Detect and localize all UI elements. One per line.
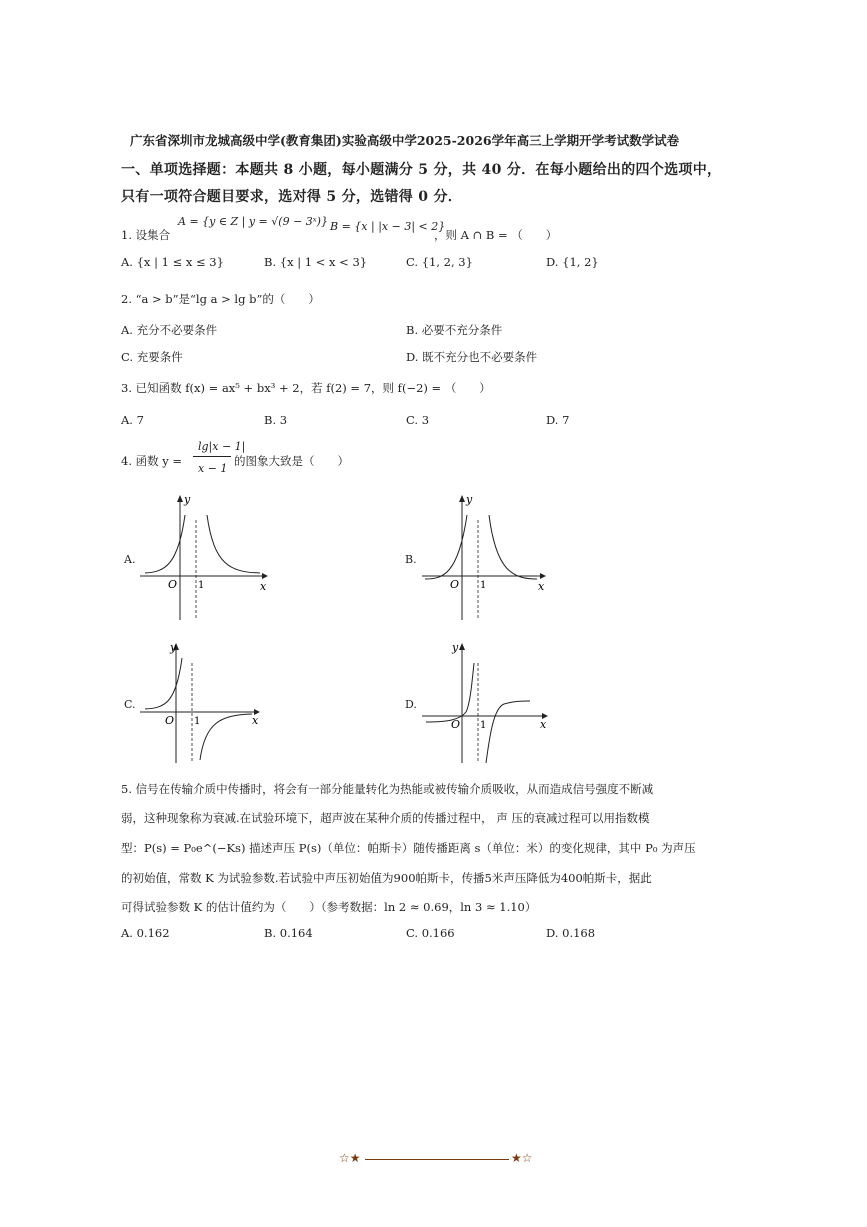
q3-option-c: C. 3 — [406, 413, 430, 427]
graph-c-origin: O — [165, 714, 175, 727]
q5-line5: 可得试验参数 K 的估计值约为（ ）（参考数据：ln 2 ≈ 0.69，ln 3 ≈ 1.10） — [121, 900, 537, 914]
q1-prefix: 1. 设集合 — [121, 228, 171, 242]
graph-a-label: A. — [124, 553, 136, 566]
page-title: 广东省深圳市龙城高级中学(教育集团)实验高级中学2025-2026学年高三上学期开学考试数学试卷 — [130, 133, 680, 148]
graph-a-x-label: x — [260, 580, 267, 593]
section-header-line1: 一、单项选择题：本题共 8 小题，每小题满分 5 分，共 40 分．在每小题给出的四个选项中， — [121, 162, 722, 178]
q5-option-d: D. 0.168 — [546, 926, 596, 940]
q2-option-a: A. 充分不必要条件 — [121, 323, 218, 337]
q1-option-a: A. {x | 1 ≤ x ≤ 3} — [121, 255, 224, 269]
graph-d-label: D. — [405, 698, 417, 711]
q5-line3: 型：P(s) = P₀e^(−Ks) 描述声压 P(s)（单位：帕斯卡）随传播距离 s（单位：米）的变化规律，其中 P₀ 为声压 — [121, 841, 696, 855]
graph-a — [140, 490, 275, 625]
q5-option-c: C. 0.166 — [406, 926, 455, 940]
graph-b-origin: O — [450, 578, 460, 591]
graph-d-tick-one: 1 — [480, 720, 487, 731]
q3-stem: 3. 已知函数 f(x) = ax⁵ + bx³ + 2，若 f(2) = 7，则 f(−2) = （ ） — [121, 381, 491, 395]
graph-c-x-label: x — [252, 714, 259, 727]
graph-b-tick-one: 1 — [480, 580, 487, 591]
q2-stem: 2. “a > b”是“lg a > lg b”的（ ） — [121, 292, 320, 306]
q5-line1: 5. 信号在传输介质中传播时，将会有一部分能量转化为热能或被传输介质吸收，从而造成信号强度不断减 — [121, 782, 654, 796]
q4-denominator: x − 1 — [198, 462, 228, 475]
graph-b-y-label: y — [466, 493, 473, 506]
footer-right-stars: ★☆ — [511, 1151, 533, 1165]
graph-a-origin: O — [168, 578, 178, 591]
graph-a-tick-one: 1 — [198, 580, 205, 591]
graph-d-x-label: x — [540, 718, 547, 731]
section-header-line2: 只有一项符合题目要求，选对得 5 分，选错得 0 分． — [121, 189, 463, 205]
q1-set-a: A = {y ∈ Z | y = √(9 − 3ˣ)} — [178, 215, 328, 228]
q1-option-c: C. {1, 2, 3} — [406, 255, 473, 269]
q5-option-a: A. 0.162 — [121, 926, 170, 940]
q1-option-b: B. {x | 1 < x < 3} — [264, 255, 368, 269]
q2-option-c: C. 充要条件 — [121, 350, 183, 364]
graph-a-y-label: y — [184, 493, 191, 506]
q4-numerator: lg|x − 1| — [198, 440, 246, 453]
q1-suffix: ，则 A ∩ B = （ ） — [434, 228, 558, 242]
q5-line2: 弱，这种现象称为衰减.在试验环境下，超声波在某种介质的传播过程中， 声 压的衰减过程可以用指数模 — [121, 811, 650, 825]
q3-option-d: D. 7 — [546, 413, 570, 427]
q5-option-b: B. 0.164 — [264, 926, 313, 940]
footer-ornament — [339, 1151, 534, 1169]
graph-c-tick-one: 1 — [194, 716, 201, 727]
graph-c-y-label: y — [170, 641, 177, 654]
graph-c-label: C. — [124, 698, 136, 711]
graph-d-origin: O — [451, 718, 461, 731]
q4-prefix: 4. 函数 y = — [121, 454, 183, 468]
q1-set-b: B = {x | |x − 3| < 2} — [330, 220, 446, 233]
footer-left-stars: ☆★ — [339, 1151, 361, 1165]
graph-b — [422, 490, 557, 625]
q3-option-b: B. 3 — [264, 413, 288, 427]
graph-b-x-label: x — [538, 580, 545, 593]
q2-option-d: D. 既不充分也不必要条件 — [406, 350, 538, 364]
q3-option-a: A. 7 — [121, 413, 144, 427]
footer-rule — [365, 1159, 509, 1160]
graph-d — [422, 638, 557, 768]
q5-line4: 的初始值，常数 K 为试验参数.若试验中声压初始值为900帕斯卡，传播5米声压降低为400帕斯卡，据此 — [121, 871, 652, 885]
graph-c — [140, 638, 270, 768]
q1-option-d: D. {1, 2} — [546, 255, 599, 269]
q4-suffix: 的图象大致是（ ） — [234, 454, 349, 468]
q2-option-b: B. 必要不充分条件 — [406, 323, 503, 337]
graph-b-label: B. — [405, 553, 417, 566]
graph-d-y-label: y — [452, 641, 459, 654]
q4-fraction-bar — [193, 456, 231, 457]
